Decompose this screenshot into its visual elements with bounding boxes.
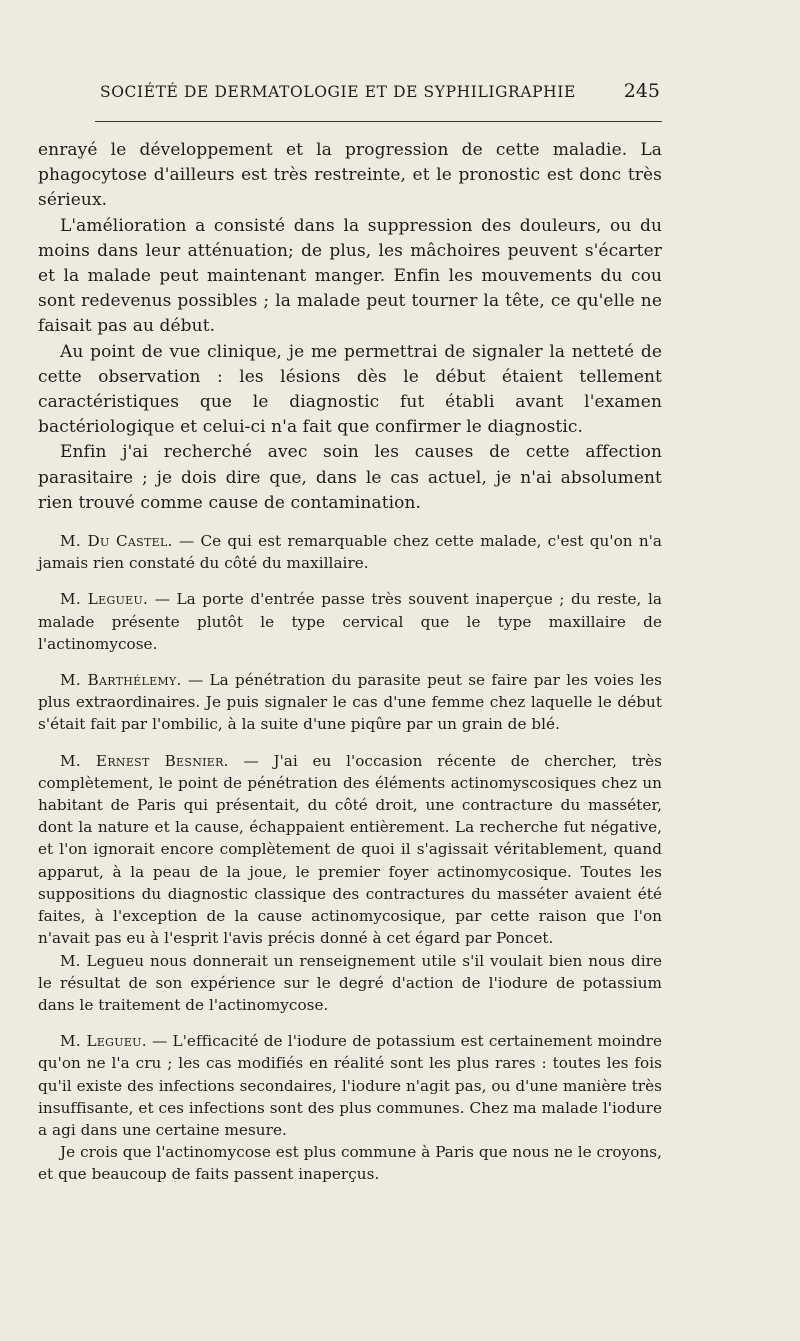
speaker-name: M. Barthélemy.: [60, 671, 182, 690]
header-rule: [95, 121, 662, 122]
paragraph-continued: enrayé le développement et la progression de cette maladie. La phagocytose d'ailleurs est très restreinte, et le pronostic est donc très sérieux.: [38, 140, 662, 211]
speaker-name: M. Du Castel.: [60, 532, 173, 551]
paragraph-causes: Enfin j'ai recherché avec soin les causes de cette affection parasitaire ; je dois dire que, dans le cas actuel, je n'ai absolument rien trouvé comme cause de contamination.: [38, 442, 662, 513]
remark-du-castel: M. Du Castel. — Ce qui est remarquable chez cette malade, c'est qu'on n'a jamais rien constaté du côté du maxillaire.: [38, 532, 662, 573]
remark-legueu: M. Legueu. — La porte d'entrée passe très souvent inaperçue ; du reste, la malade présente plutôt le type cervical que le type maxillaire de l'actinomycose.: [38, 590, 662, 653]
remark-besnier: M. Ernest Besnier. — J'ai eu l'occasion récente de chercher, très complètement, le point de pénétration des éléments actinomyscosiques chez un habitant de Paris qui présentait, du côté droit, une contracture du masséter, dont la nature et la cause, échappaient entièrement. La recherche fut négative, et l'on ignorait encore complètement de quoi il s'agissait véritablement, quand apparut, à la peau de la joue, le premier foyer actinomycosique. Toutes les suppositions du diagnostic classique des contractures du masséter avaient été faites, à l'exception de la cause actinomycosique, par cette raison que l'on n'avait pas eu à l'esprit l'avis précis donné à cet égard par Poncet.: [38, 751, 662, 948]
paragraph-improvement: L'amélioration a consisté dans la suppression des douleurs, ou du moins dans leur atténuation; de plus, les mâchoires peuvent s'écarter et la malade peut maintenant manger. Enfin les mouvements du cou sont redevenus possibles ; la malade peut tourner la tête, ce qu'elle ne faisait pas au début.: [38, 215, 662, 337]
remark-besnier-continued: M. Legueu nous donnerait un renseignement utile s'il voulait bien nous dire le résultat de son expérience sur le degré d'action de l'iodure de potassium dans le traitement de l'actinomycose.: [38, 951, 662, 1014]
paragraph-clinical: Au point de vue clinique, je me permettrai de signaler la netteté de cette observation : les lésions dès le début étaient tellement caractéristiques que le diagnostic fut établi avant l'examen bactériologique et celui-ci n'a fait que confirmer le diagnostic.: [38, 341, 662, 438]
speaker-name: M. Legueu.: [60, 1032, 147, 1051]
remark-legueu-conclusion: Je crois que l'actinomycose est plus commune à Paris que nous ne le croyons, et que beaucoup de faits passent inaperçus.: [38, 1143, 662, 1184]
page-number: 245: [623, 80, 660, 102]
remark-legueu-reply: M. Legueu. — L'efficacité de l'iodure de potassium est certainement moindre qu'on ne l'a cru ; les cas modifiés en réalité sont les plus rares : toutes les fois qu'il existe des infections secondaires, l'iodure n'agit pas, ou d'une manière très insuffisante, et ces infections sont des plus communes. Chez ma malade l'iodure a agi dans une certaine mesure.: [38, 1032, 662, 1139]
text-body: [38, 138, 662, 1186]
remark-barthelemy: M. Barthélemy. — La pénétration du parasite peut se faire par les voies les plus extraordinaires. Je puis signaler le cas d'une femme chez laquelle le début s'était fait par l'ombilic, à la suite d'une piqûre par un grain de blé.: [38, 671, 662, 734]
header-title: SOCIÉTÉ DE DERMATOLOGIE ET DE SYPHILIGRAPHIE: [100, 83, 576, 101]
speaker-name: M. Legueu.: [60, 590, 149, 609]
speaker-name: M. Ernest Besnier.: [60, 751, 229, 770]
